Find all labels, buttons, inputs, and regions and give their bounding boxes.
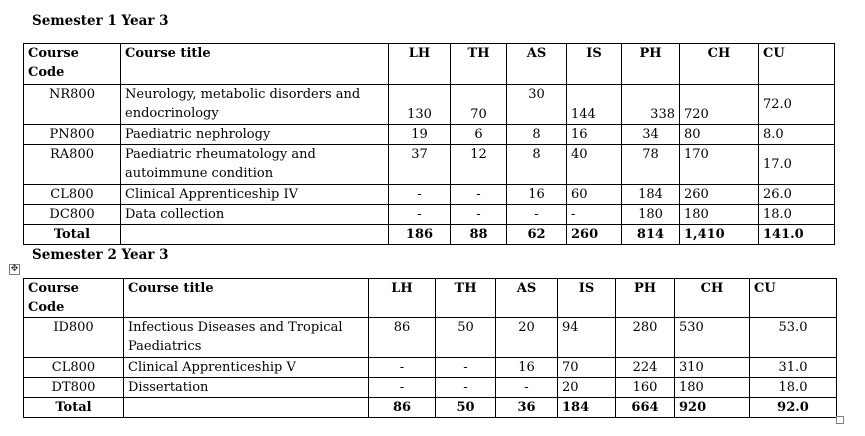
table-header-row (24, 279, 837, 318)
header-th: TH (451, 44, 507, 85)
header-course-title: Course title (124, 279, 369, 318)
table-resize-handle-icon[interactable] (836, 416, 844, 424)
header-ch: CH (675, 279, 750, 318)
total-as: 62 (507, 225, 567, 245)
total-th: 50 (436, 398, 496, 418)
header-as: AS (496, 279, 558, 318)
lh-value: 37 (389, 145, 451, 185)
header-ph: PH (616, 279, 675, 318)
lh-value: - (389, 205, 451, 225)
total-lh: 186 (389, 225, 451, 245)
course-code: RA800 (24, 145, 121, 185)
as-value: 8 (507, 125, 567, 145)
lh-value: - (369, 378, 436, 398)
lh-value: - (369, 358, 436, 378)
total-title-empty (121, 225, 389, 245)
table-row (24, 318, 837, 358)
ph-value: 78 (622, 145, 680, 185)
total-cu: 141.0 (759, 225, 835, 245)
lh-value: 130 (389, 85, 451, 125)
th-value: - (436, 378, 496, 398)
course-title: Clinical Apprenticeship V (124, 358, 369, 378)
as-value: 8 (507, 145, 567, 185)
total-row (24, 225, 835, 245)
total-th: 88 (451, 225, 507, 245)
cu-value: 17.0 (759, 145, 835, 185)
course-title: Neurology, metabolic disorders and endocrinology (121, 85, 389, 125)
course-title: Infectious Diseases and Tropical Paediatrics (124, 318, 369, 358)
ph-value: 338 (622, 85, 680, 125)
course-code: PN800 (24, 125, 121, 145)
header-course-title: Course title (121, 44, 389, 85)
table-row (24, 205, 835, 225)
semester2-heading: Semester 2 Year 3 (32, 247, 169, 263)
cu-value: 26.0 (759, 185, 835, 205)
course-code: ID800 (24, 318, 124, 358)
table-row (24, 85, 835, 125)
total-ph: 664 (616, 398, 675, 418)
total-ch: 920 (675, 398, 750, 418)
is-value: 70 (558, 358, 616, 378)
as-value: - (507, 205, 567, 225)
lh-value: 19 (389, 125, 451, 145)
header-ch: CH (680, 44, 759, 85)
as-value: 20 (496, 318, 558, 358)
course-code: NR800 (24, 85, 121, 125)
course-title: Dissertation (124, 378, 369, 398)
course-code: DC800 (24, 205, 121, 225)
course-title: Data collection (121, 205, 389, 225)
is-value: 16 (567, 125, 622, 145)
ch-value: 260 (680, 185, 759, 205)
lh-value: 86 (369, 318, 436, 358)
total-label: Total (24, 398, 124, 418)
as-value: 30 (507, 85, 567, 125)
table-row (24, 185, 835, 205)
header-is: IS (558, 279, 616, 318)
total-is: 184 (558, 398, 616, 418)
header-th: TH (436, 279, 496, 318)
total-label: Total (24, 225, 121, 245)
is-value: 40 (567, 145, 622, 185)
table-row (24, 378, 837, 398)
total-lh: 86 (369, 398, 436, 418)
ch-value: 170 (680, 145, 759, 185)
cu-value: 53.0 (750, 318, 837, 358)
ch-value: 80 (680, 125, 759, 145)
semester2-table (23, 278, 837, 418)
cu-value: 18.0 (759, 205, 835, 225)
cu-value: 72.0 (759, 85, 835, 125)
course-code: DT800 (24, 378, 124, 398)
ch-value: 180 (675, 378, 750, 398)
lh-value: - (389, 185, 451, 205)
header-cu: CU (759, 44, 835, 85)
ph-value: 180 (622, 205, 680, 225)
ph-value: 224 (616, 358, 675, 378)
total-title-empty (124, 398, 369, 418)
th-value: - (451, 205, 507, 225)
header-cu: CU (750, 279, 837, 318)
table-header-row (24, 44, 835, 85)
header-lh: LH (369, 279, 436, 318)
semester1-table (23, 43, 835, 245)
ph-value: 280 (616, 318, 675, 358)
total-cu: 92.0 (750, 398, 837, 418)
th-value: 6 (451, 125, 507, 145)
header-lh: LH (389, 44, 451, 85)
ph-value: 160 (616, 378, 675, 398)
header-course-code: Course Code (24, 279, 124, 318)
is-value: 144 (567, 85, 622, 125)
is-value: 94 (558, 318, 616, 358)
ph-value: 34 (622, 125, 680, 145)
is-value: 60 (567, 185, 622, 205)
cu-value: 31.0 (750, 358, 837, 378)
ph-value: 184 (622, 185, 680, 205)
course-code: CL800 (24, 185, 121, 205)
cu-value: 8.0 (759, 125, 835, 145)
total-row (24, 398, 837, 418)
is-value: - (567, 205, 622, 225)
cu-value: 18.0 (750, 378, 837, 398)
as-value: 16 (507, 185, 567, 205)
ch-value: 310 (675, 358, 750, 378)
th-value: 12 (451, 145, 507, 185)
course-title: Clinical Apprenticeship IV (121, 185, 389, 205)
header-as: AS (507, 44, 567, 85)
th-value: - (436, 358, 496, 378)
table-row (24, 145, 835, 185)
ch-value: 530 (675, 318, 750, 358)
total-as: 36 (496, 398, 558, 418)
header-is: IS (567, 44, 622, 85)
ch-value: 720 (680, 85, 759, 125)
course-code: CL800 (24, 358, 124, 378)
course-title: Paediatric rheumatology and autoimmune condition (121, 145, 389, 185)
table-row (24, 358, 837, 378)
th-value: - (451, 185, 507, 205)
table-row (24, 125, 835, 145)
total-ph: 814 (622, 225, 680, 245)
as-value: - (496, 378, 558, 398)
header-ph: PH (622, 44, 680, 85)
th-value: 70 (451, 85, 507, 125)
header-course-code: Course Code (24, 44, 121, 85)
total-is: 260 (567, 225, 622, 245)
table-move-handle-icon[interactable]: ✥ (10, 264, 19, 274)
semester1-heading: Semester 1 Year 3 (32, 13, 169, 29)
th-value: 50 (436, 318, 496, 358)
total-ch: 1,410 (680, 225, 759, 245)
as-value: 16 (496, 358, 558, 378)
is-value: 20 (558, 378, 616, 398)
ch-value: 180 (680, 205, 759, 225)
course-title: Paediatric nephrology (121, 125, 389, 145)
